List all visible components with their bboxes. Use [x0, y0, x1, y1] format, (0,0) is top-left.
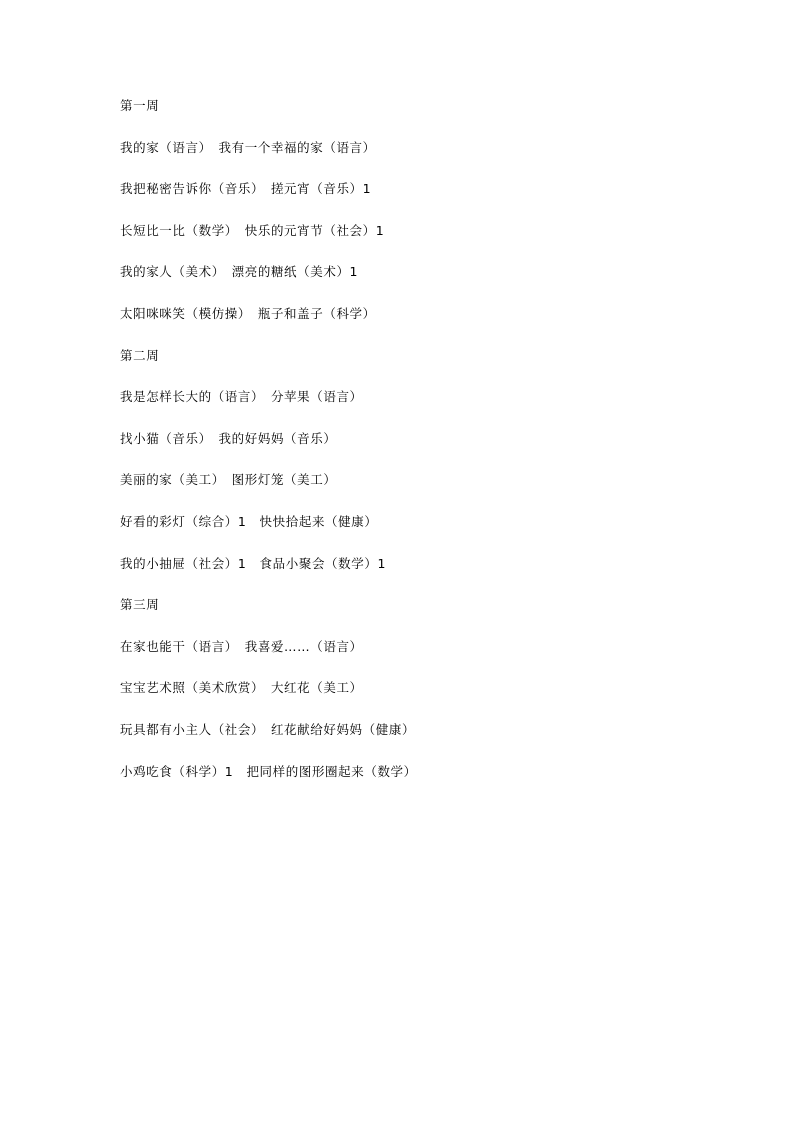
lesson-line: 我的家（语言） 我有一个幸福的家（语言）	[120, 139, 376, 155]
lesson-line: 我是怎样长大的（语言） 分苹果（语言）	[120, 389, 363, 405]
lesson-line: 宝宝艺术照（美术欣赏） 大红花（美工）	[120, 680, 363, 696]
week-heading-1: 第一周	[120, 98, 160, 113]
lesson-line: 好看的彩灯（综合）1 快快拾起来（健康）	[120, 513, 378, 529]
lesson-line: 我把秘密告诉你（音乐） 搓元宵（音乐）1	[120, 181, 372, 197]
lesson-line: 我的小抽屉（社会）1 食品小聚会（数学）1	[120, 555, 387, 571]
lesson-line: 在家也能干（语言） 我喜爱……（语言）	[120, 638, 363, 654]
lesson-line: 我的家人（美术） 漂亮的糖纸（美术）1	[120, 264, 359, 280]
document-body	[120, 96, 760, 803]
lesson-line: 美丽的家（美工） 图形灯笼（美工）	[120, 472, 337, 488]
lesson-line: 小鸡吃食（科学）1 把同样的图形圈起来（数学）	[120, 763, 417, 779]
lesson-line: 长短比一比（数学） 快乐的元宵节（社会）1	[120, 222, 385, 238]
week-heading-2: 第二周	[120, 347, 160, 363]
lesson-line: 玩具都有小主人（社会） 红花献给好妈妈（健康）	[120, 721, 416, 737]
week-heading-3: 第三周	[120, 597, 160, 613]
lesson-line: 找小猫（音乐） 我的好妈妈（音乐）	[120, 430, 337, 446]
lesson-line: 太阳咪咪笑（模仿操） 瓶子和盖子（科学）	[120, 305, 376, 321]
